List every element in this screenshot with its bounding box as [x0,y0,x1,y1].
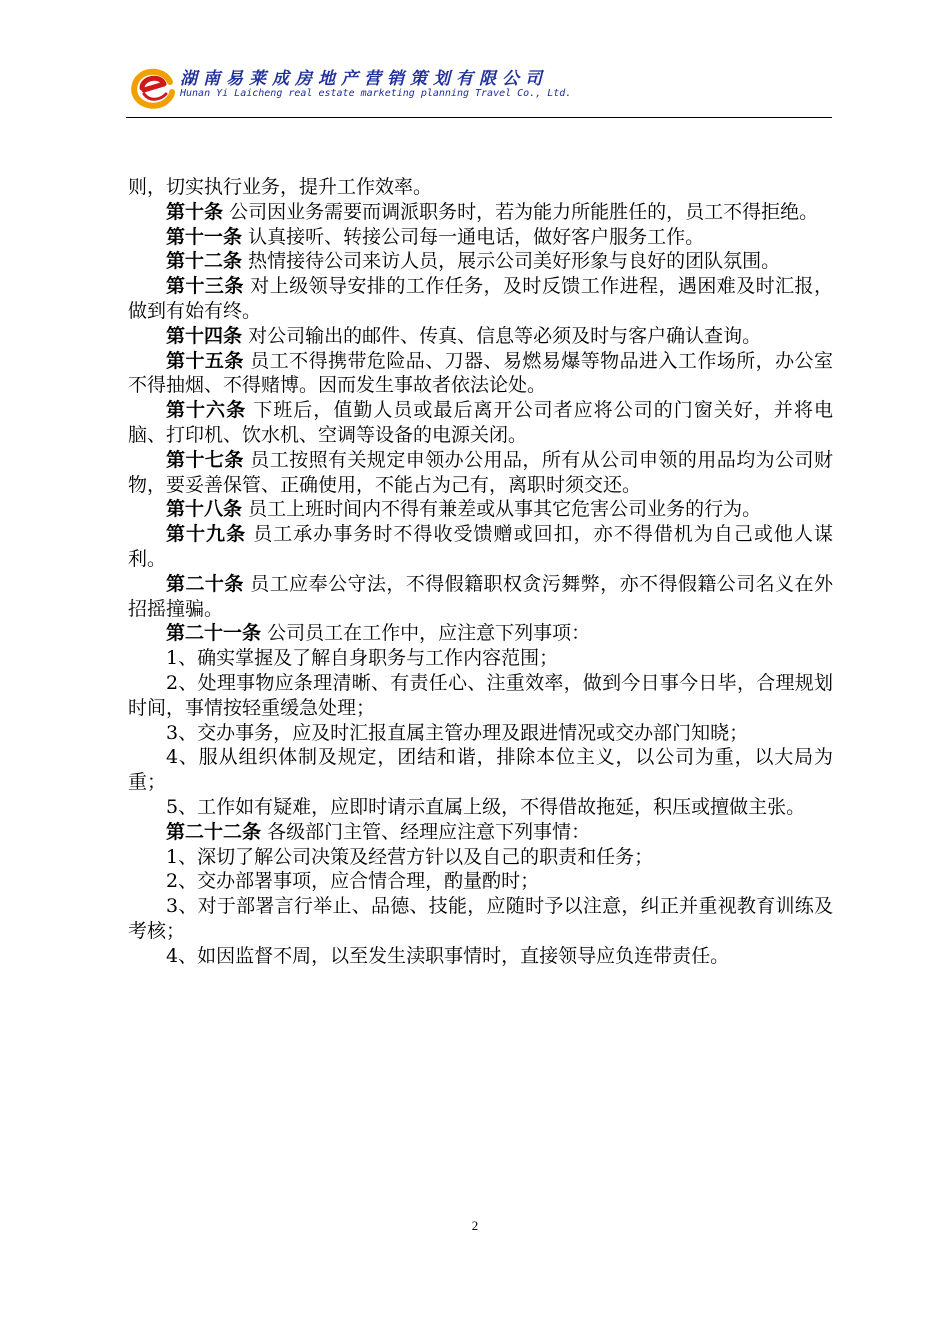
paragraph-text: 认真接听、转接公司每一通电话，做好客户服务工作。 [248,225,705,248]
paragraph-text: 2、交办部署事项，应合情合理，酌量酌时； [166,870,540,893]
article-number: 第十二条 [166,250,243,273]
paragraph-text: 1、确实掌握及了解自身职务与工作内容范围； [166,647,559,670]
list-item [128,671,833,721]
article-paragraph [128,621,833,646]
article-number: 第十三条 [166,275,244,298]
paragraph-text: 员工不得携带危险品、刀器、易燃易爆等物品进入工作场所，办公室不得抽烟、不得赌博。因而发生事故者依法论处。 [128,349,833,397]
header-divider [126,117,832,118]
paragraph-text: 对上级领导安排的工作任务，及时反馈工作进程，遇困难及时汇报，做到有始有终。 [128,275,833,322]
paragraph-text: 下班后，值勤人员或最后离开公司者应将公司的门窗关好，并将电脑、打印机、饮水机、空调等设备的电源关闭。 [128,399,833,446]
paragraph-text: 各级部门主管、经理应注意下列事情： [267,820,591,843]
paragraph-text: 4、服从组织体制及规定，团结和谐，排除本位主义，以公司为重，以大局为重； [128,746,833,794]
paragraph-text: 则，切实执行业务，提升工作效率。 [128,176,433,198]
list-item [128,944,833,969]
article-paragraph [128,249,833,274]
paragraph-text: 1、深切了解公司决策及经营方针以及自己的职责和任务； [166,845,654,868]
article-number: 第二十一条 [166,622,262,645]
paragraph-text: 2、处理事物应条理清晰、有责任心、注重效率，做到今日事今日毕，合理规划时间，事情按轻重缓急处理； [128,671,833,719]
article-paragraph [128,448,833,498]
article-paragraph [128,200,833,225]
list-item [128,894,833,944]
article-number: 第十四条 [166,324,243,347]
article-number: 第十五条 [166,349,244,372]
article-number: 第二十二条 [166,820,262,843]
list-item [128,745,833,795]
page-header [126,62,832,118]
paragraph-text: 员工应奉公守法，不得假籍职权贪污舞弊，亦不得假籍公司名义在外招摇撞骗。 [128,572,833,620]
article-number: 第十六条 [166,399,247,422]
paragraph-text: 4、如因监督不周，以至发生渎职事情时，直接领导应负连带责任。 [166,944,730,967]
list-item [128,646,833,671]
article-paragraph [128,274,833,324]
article-paragraph [128,572,833,622]
article-number: 第十条 [166,200,224,223]
article-paragraph [128,398,833,448]
paragraph-text: 员工按照有关规定申领办公用品，所有从公司申领的用品均为公司财物，要妥善保管、正确使用，不能占为己有，离职时须交还。 [128,448,833,496]
article-number: 第十一条 [166,225,243,248]
article-paragraph [128,497,833,522]
list-item [128,795,833,820]
paragraph-text: 3、交办事务，应及时汇报直属主管办理及跟进情况或交办部门知晓； [166,721,749,744]
article-paragraph [128,324,833,349]
article-paragraph [128,522,833,572]
paragraph-text: 员工上班时间内不得有兼差或从事其它危害公司业务的行为。 [248,498,762,521]
document-body [128,175,833,969]
paragraph-text: 热情接待公司来访人员，展示公司美好形象与良好的团队氛围。 [248,250,781,273]
company-name-english: Hunan Yi Laicheng real estate marketing planning Travel Co., Ltd. [180,88,572,99]
list-item [128,845,833,870]
paragraph-text: 对公司输出的邮件、传真、信息等必须及时与客户确认查询。 [248,324,762,347]
list-item [128,869,833,894]
article-number: 第十九条 [166,523,247,546]
list-item [128,175,833,200]
article-paragraph [128,349,833,399]
article-number: 第十八条 [166,498,243,521]
paragraph-text: 3、对于部署言行举止、品德、技能，应随时予以注意，纠正并重视教育训练及考核； [128,895,833,942]
company-logo-icon [130,64,176,110]
paragraph-text: 员工承办事务时不得收受馈赠或回扣，亦不得借机为自己或他人谋利。 [128,523,833,570]
paragraph-text: 5、工作如有疑难，应即时请示直属上级，不得借故拖延，积压或擅做主张。 [166,795,806,818]
page-number: 2 [471,1218,479,1233]
paragraph-text: 公司员工在工作中，应注意下列事项： [267,622,591,645]
paragraph-text: 公司因业务需要而调派职务时，若为能力所能胜任的，员工不得拒绝。 [229,200,819,223]
article-paragraph [128,225,833,250]
article-paragraph [128,820,833,845]
company-name: 湖南易莱成房地产营销策划有限公司 [180,69,548,89]
list-item [128,721,833,746]
article-number: 第二十条 [166,572,244,595]
article-number: 第十七条 [166,448,244,471]
